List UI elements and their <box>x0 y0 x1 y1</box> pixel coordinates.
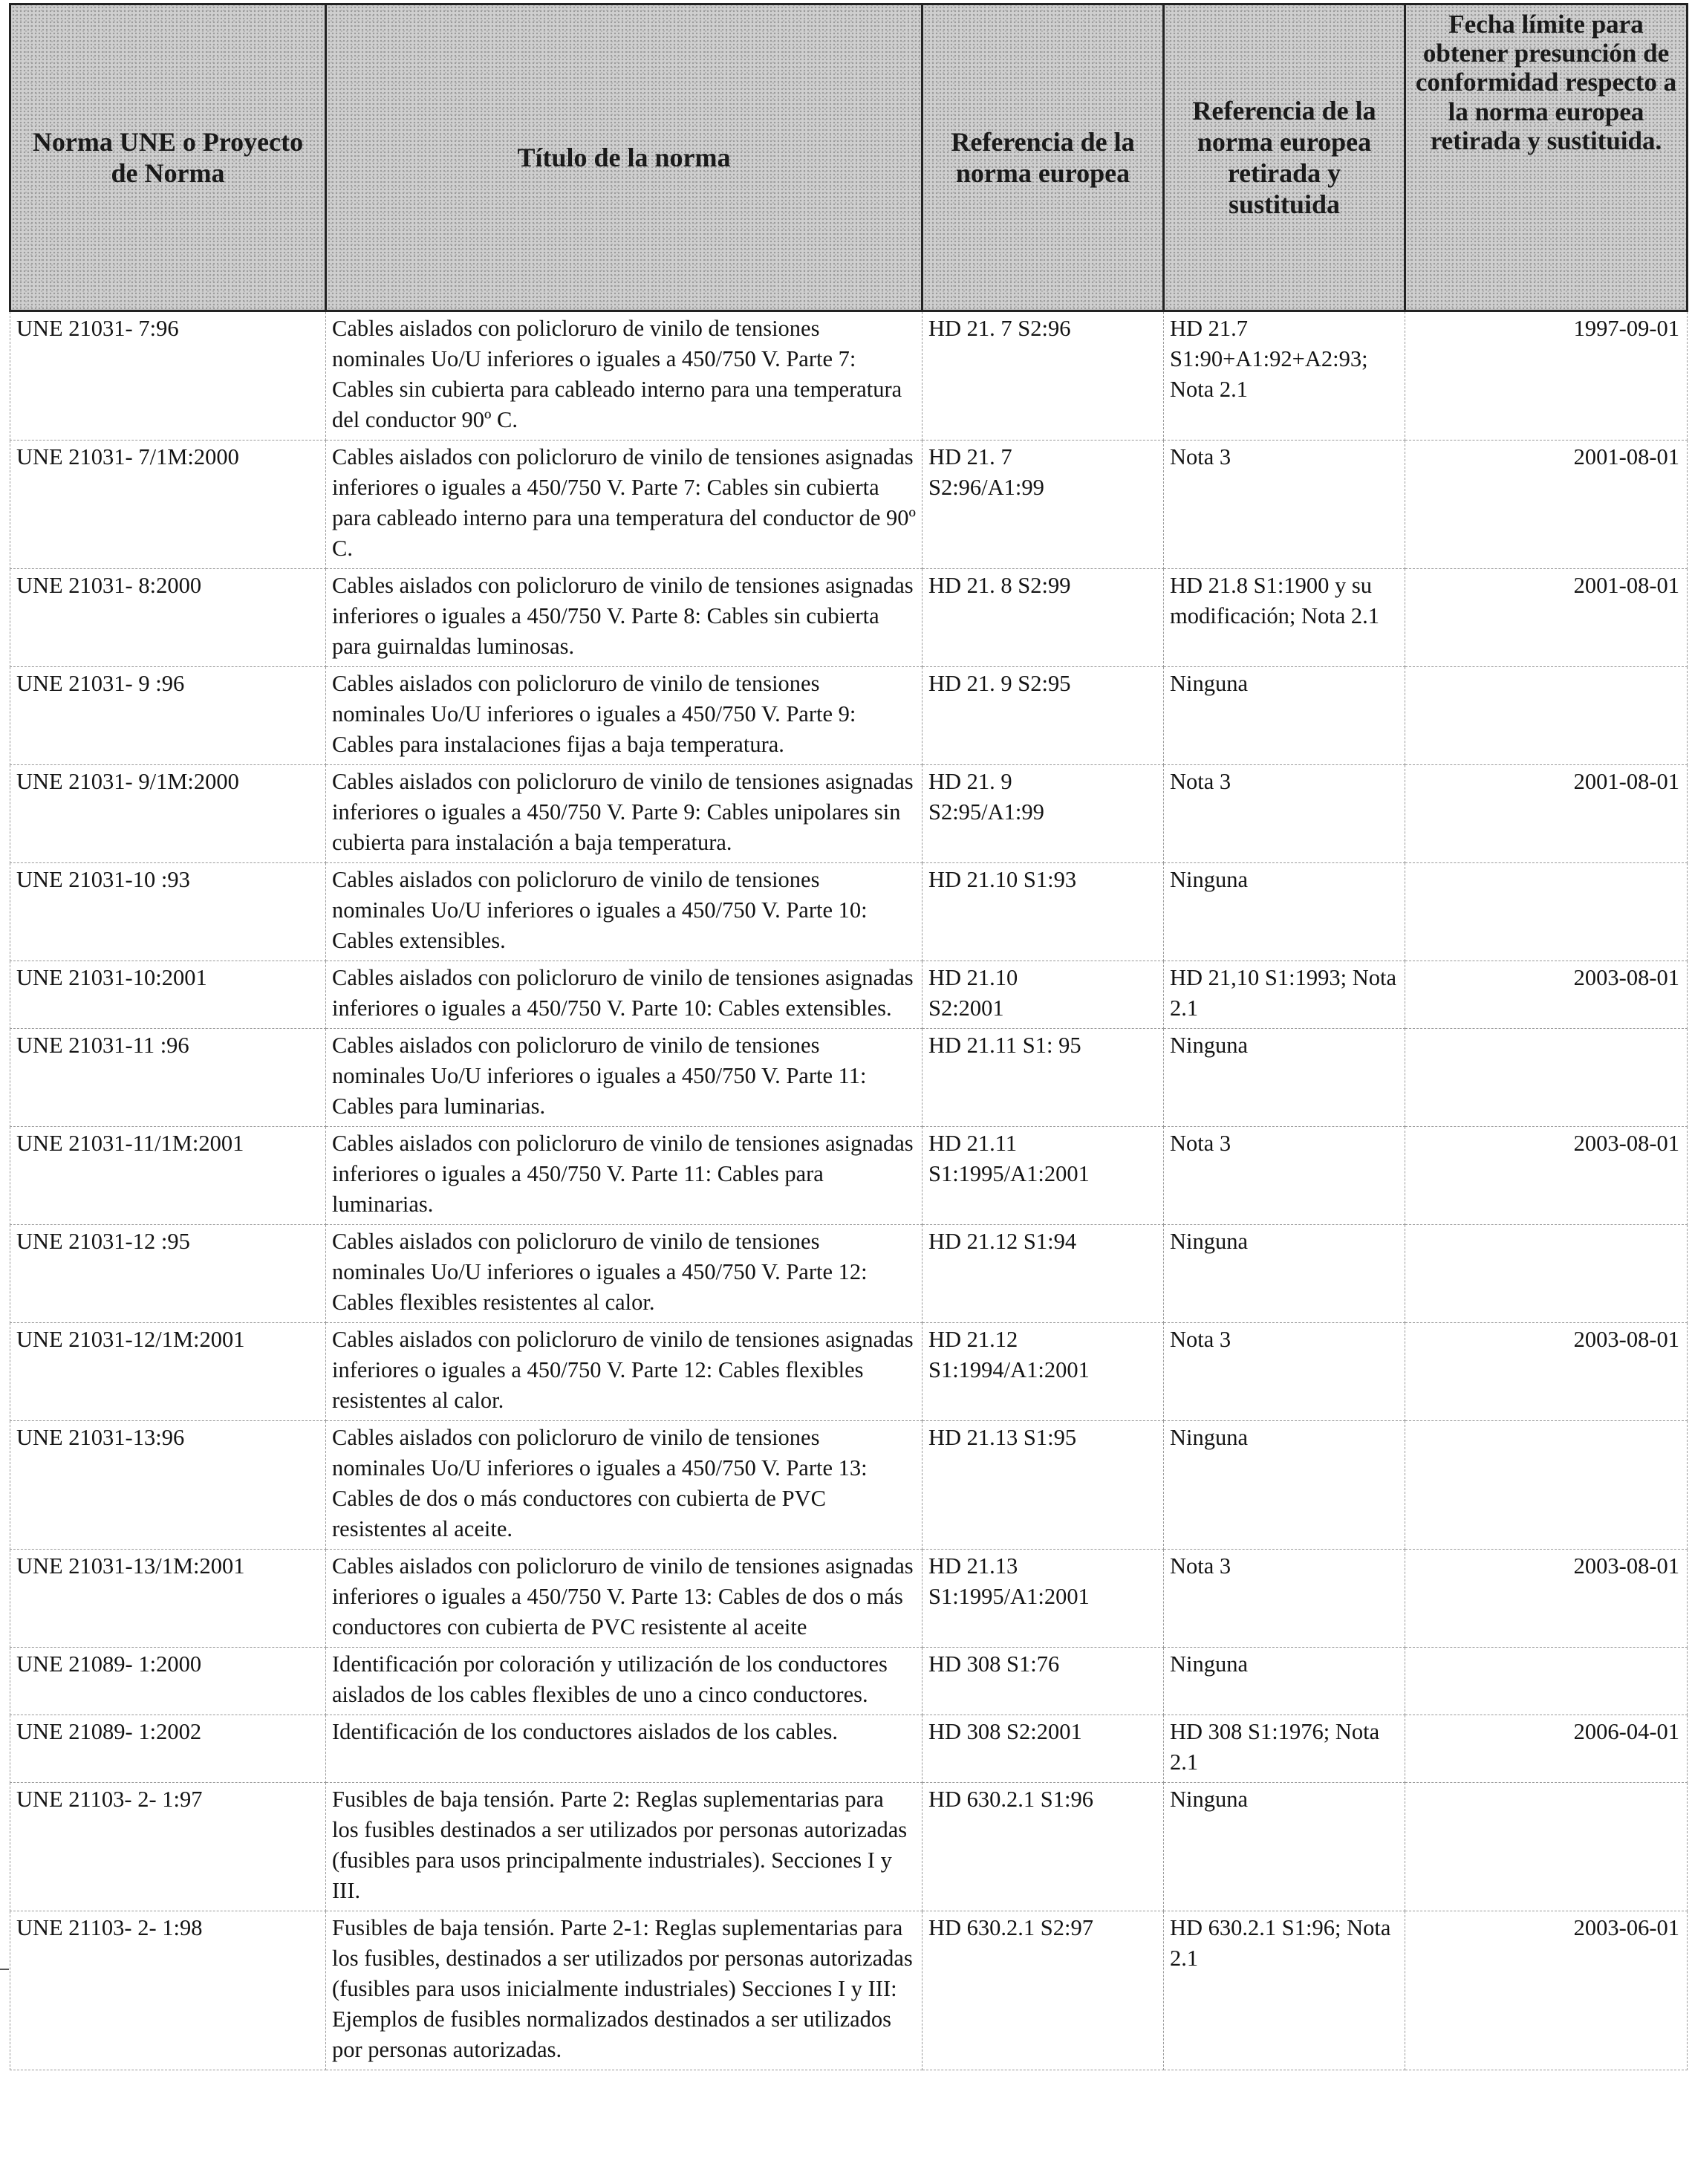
cell-title: Cables aislados con policloruro de vinilo de tensiones asignadas inferiores o iguales a 450/750 V. Parte 13: Cables de dos o más conductores con cubierta de PVC resistente al aceite <box>326 1550 923 1648</box>
cell-deadline-date <box>1405 1225 1688 1323</box>
header-european-reference: Referencia de la norma europea <box>923 4 1164 311</box>
cell-title: Cables aislados con policloruro de vinilo de tensiones asignadas inferiores o iguales a 450/750 V. Parte 8: Cables sin cubierta para guirnaldas luminosas. <box>326 569 923 667</box>
cell-deadline-date <box>1405 1029 1688 1127</box>
cell-standard: UNE 21031-13/1M:2001 <box>10 1550 326 1648</box>
cell-european-reference: HD 21. 7 S2:96/A1:99 <box>923 441 1164 569</box>
cell-standard: UNE 21031- 7:96 <box>10 311 326 441</box>
table-row <box>10 1421 1688 1550</box>
cell-withdrawn-reference: HD 21.8 S1:1900 y su modificación; Nota 2.1 <box>1164 569 1405 667</box>
header-deadline-date: Fecha límite para obtener presunción de conformidad respecto a la norma europea retirada y sustituida. <box>1405 4 1688 311</box>
header-withdrawn-reference: Referencia de la norma europea retirada y sustituida <box>1164 4 1405 311</box>
cell-deadline-date <box>1405 863 1688 961</box>
cell-standard: UNE 21031-10 :93 <box>10 863 326 961</box>
cell-withdrawn-reference: Ninguna <box>1164 1648 1405 1715</box>
cell-european-reference: HD 21. 9 S2:95/A1:99 <box>923 765 1164 863</box>
cell-european-reference: HD 630.2.1 S2:97 <box>923 1911 1164 2070</box>
table-row <box>10 961 1688 1029</box>
cell-title: Cables aislados con policloruro de vinilo de tensiones asignadas inferiores o iguales a 450/750 V. Parte 7: Cables sin cubierta para cableado interno para una temperatura del conductor de 90º C. <box>326 441 923 569</box>
cell-title: Cables aislados con policloruro de vinilo de tensiones nominales Uo/U inferiores o iguales a 450/750 V. Parte 9: Cables para instalaciones fijas a baja temperatura. <box>326 667 923 765</box>
cell-withdrawn-reference: HD 21,10 S1:1993; Nota 2.1 <box>1164 961 1405 1029</box>
cell-withdrawn-reference: Nota 3 <box>1164 1550 1405 1648</box>
cell-withdrawn-reference: Ninguna <box>1164 667 1405 765</box>
table-row <box>10 863 1688 961</box>
cell-european-reference: HD 21.12 S1:1994/A1:2001 <box>923 1323 1164 1421</box>
cell-standard: UNE 21089- 1:2002 <box>10 1715 326 1783</box>
cell-european-reference: HD 21. 8 S2:99 <box>923 569 1164 667</box>
table-row <box>10 311 1688 441</box>
standards-table <box>9 3 1688 2070</box>
cell-european-reference: HD 21. 9 S2:95 <box>923 667 1164 765</box>
cell-standard: UNE 21031-12 :95 <box>10 1225 326 1323</box>
cell-title: Cables aislados con policloruro de vinilo de tensiones asignadas inferiores o iguales a 450/750 V. Parte 12: Cables flexibles resistentes al calor. <box>326 1323 923 1421</box>
cell-standard: UNE 21031- 9 :96 <box>10 667 326 765</box>
cell-standard: UNE 21031-13:96 <box>10 1421 326 1550</box>
cell-european-reference: HD 21. 7 S2:96 <box>923 311 1164 441</box>
cell-european-reference: HD 21.13 S1:1995/A1:2001 <box>923 1550 1164 1648</box>
cell-withdrawn-reference: Nota 3 <box>1164 765 1405 863</box>
standards-page <box>9 3 1686 2070</box>
cell-european-reference: HD 308 S2:2001 <box>923 1715 1164 1783</box>
cell-withdrawn-reference: Nota 3 <box>1164 441 1405 569</box>
cell-standard: UNE 21031-11/1M:2001 <box>10 1127 326 1225</box>
cell-standard: UNE 21031- 9/1M:2000 <box>10 765 326 863</box>
cell-european-reference: HD 21.10 S1:93 <box>923 863 1164 961</box>
cell-withdrawn-reference: Ninguna <box>1164 1029 1405 1127</box>
cell-deadline-date: 2001-08-01 <box>1405 569 1688 667</box>
cell-title: Cables aislados con policloruro de vinilo de tensiones nominales Uo/U inferiores o iguales a 450/750 V. Parte 7: Cables sin cubierta para cableado interno para una temperatura del conductor 90º C. <box>326 311 923 441</box>
cell-standard: UNE 21031-11 :96 <box>10 1029 326 1127</box>
cell-standard: UNE 21031- 7/1M:2000 <box>10 441 326 569</box>
cell-withdrawn-reference: Ninguna <box>1164 1421 1405 1550</box>
cell-deadline-date <box>1405 667 1688 765</box>
cell-title: Cables aislados con policloruro de vinilo de tensiones asignadas inferiores o iguales a 450/750 V. Parte 9: Cables unipolares sin cubierta para instalación a baja temperatura. <box>326 765 923 863</box>
cell-standard: UNE 21103- 2- 1:97 <box>10 1783 326 1911</box>
cell-deadline-date: 2003-08-01 <box>1405 1127 1688 1225</box>
cell-european-reference: HD 21.11 S1:1995/A1:2001 <box>923 1127 1164 1225</box>
cell-title: Cables aislados con policloruro de vinilo de tensiones asignadas inferiores o iguales a 450/750 V. Parte 11: Cables para luminarias. <box>326 1127 923 1225</box>
cell-title: Fusibles de baja tensión. Parte 2: Reglas suplementarias para los fusibles destinados a ser utilizados por personas autorizadas (fusibles para usos principalmente industriales). Secciones I y III. <box>326 1783 923 1911</box>
table-row <box>10 569 1688 667</box>
cell-standard: UNE 21031- 8:2000 <box>10 569 326 667</box>
table-row <box>10 1783 1688 1911</box>
table-row <box>10 1225 1688 1323</box>
cell-withdrawn-reference: HD 21.7 S1:90+A1:92+A2:93; Nota 2.1 <box>1164 311 1405 441</box>
cell-title: Cables aislados con policloruro de vinilo de tensiones nominales Uo/U inferiores o iguales a 450/750 V. Parte 13: Cables de dos o más conductores con cubierta de PVC resistentes al aceite. <box>326 1421 923 1550</box>
cell-title: Identificación por coloración y utilización de los conductores aislados de los cables flexibles de uno a cinco conductores. <box>326 1648 923 1715</box>
cell-title: Cables aislados con policloruro de vinilo de tensiones asignadas inferiores o iguales a 450/750 V. Parte 10: Cables extensibles. <box>326 961 923 1029</box>
cell-deadline-date: 2003-06-01 <box>1405 1911 1688 2070</box>
cell-withdrawn-reference: HD 630.2.1 S1:96; Nota 2.1 <box>1164 1911 1405 2070</box>
cell-european-reference: HD 21.13 S1:95 <box>923 1421 1164 1550</box>
cell-standard: UNE 21089- 1:2000 <box>10 1648 326 1715</box>
table-row <box>10 1911 1688 2070</box>
cell-withdrawn-reference: Ninguna <box>1164 1225 1405 1323</box>
cell-european-reference: HD 21.11 S1: 95 <box>923 1029 1164 1127</box>
cell-european-reference: HD 21.12 S1:94 <box>923 1225 1164 1323</box>
cell-standard: UNE 21031-10:2001 <box>10 961 326 1029</box>
cell-standard: UNE 21031-12/1M:2001 <box>10 1323 326 1421</box>
table-row <box>10 1029 1688 1127</box>
table-row <box>10 765 1688 863</box>
cell-european-reference: HD 21.10 S2:2001 <box>923 961 1164 1029</box>
cell-deadline-date: 2001-08-01 <box>1405 441 1688 569</box>
cell-title: Cables aislados con policloruro de vinilo de tensiones nominales Uo/U inferiores o iguales a 450/750 V. Parte 11: Cables para luminarias. <box>326 1029 923 1127</box>
cell-standard: UNE 21103- 2- 1:98 <box>10 1911 326 2070</box>
table-row <box>10 667 1688 765</box>
table-row <box>10 1648 1688 1715</box>
cell-title: Cables aislados con policloruro de vinilo de tensiones nominales Uo/U inferiores o iguales a 450/750 V. Parte 12: Cables flexibles resistentes al calor. <box>326 1225 923 1323</box>
cell-deadline-date: 2006-04-01 <box>1405 1715 1688 1783</box>
cell-title: Fusibles de baja tensión. Parte 2-1: Reglas suplementarias para los fusibles, destinados a ser utilizados por personas autorizadas (fusibles para usos inicialmente industriales) Secciones I y III: Ejemplos de fusibles normalizados destinados a ser utilizados por personas autorizadas. <box>326 1911 923 2070</box>
cell-withdrawn-reference: Ninguna <box>1164 863 1405 961</box>
cell-withdrawn-reference: Ninguna <box>1164 1783 1405 1911</box>
cell-deadline-date: 2001-08-01 <box>1405 765 1688 863</box>
table-row <box>10 441 1688 569</box>
header-row <box>10 4 1688 311</box>
cell-deadline-date: 2003-08-01 <box>1405 1550 1688 1648</box>
header-standard: Norma UNE o Proyecto de Norma <box>10 4 326 311</box>
cell-title: Identificación de los conductores aislados de los cables. <box>326 1715 923 1783</box>
table-row <box>10 1127 1688 1225</box>
cell-withdrawn-reference: Nota 3 <box>1164 1127 1405 1225</box>
cell-deadline-date <box>1405 1783 1688 1911</box>
cell-deadline-date <box>1405 1648 1688 1715</box>
cell-deadline-date: 1997-09-01 <box>1405 311 1688 441</box>
table-body <box>10 311 1688 2070</box>
header-title: Título de la norma <box>326 4 923 311</box>
table-row <box>10 1550 1688 1648</box>
cell-european-reference: HD 630.2.1 S1:96 <box>923 1783 1164 1911</box>
cell-deadline-date: 2003-08-01 <box>1405 961 1688 1029</box>
cell-title: Cables aislados con policloruro de vinilo de tensiones nominales Uo/U inferiores o iguales a 450/750 V. Parte 10: Cables extensibles. <box>326 863 923 961</box>
table-row <box>10 1323 1688 1421</box>
cell-withdrawn-reference: Nota 3 <box>1164 1323 1405 1421</box>
cell-european-reference: HD 308 S1:76 <box>923 1648 1164 1715</box>
table-row <box>10 1715 1688 1783</box>
cell-withdrawn-reference: HD 308 S1:1976; Nota 2.1 <box>1164 1715 1405 1783</box>
margin-tick-mark <box>0 1969 9 1970</box>
cell-deadline-date: 2003-08-01 <box>1405 1323 1688 1421</box>
cell-deadline-date <box>1405 1421 1688 1550</box>
